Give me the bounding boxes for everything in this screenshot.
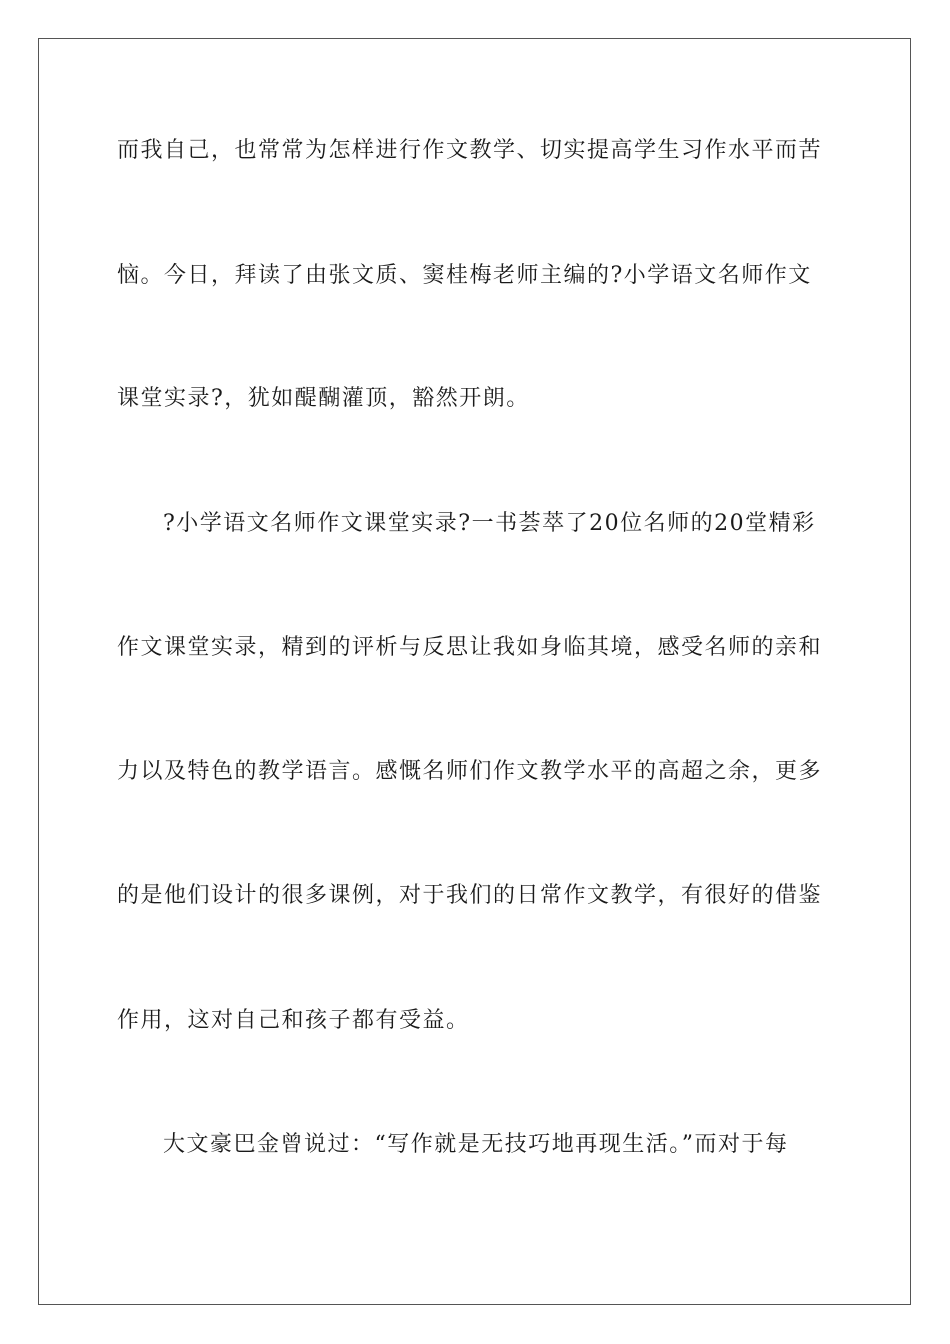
text-line: 恼。今日，拜读了由张文质、窦桂梅老师主编的?小学语文名师作文 (117, 263, 812, 288)
text-line: 作文课堂实录，精到的评析与反思让我如身临其境，感受名师的亲和 (117, 635, 823, 660)
paragraph-first-line: ?小学语文名师作文课堂实录?一书荟萃了20位名师的20堂精彩 (163, 511, 816, 536)
page-border (38, 38, 911, 1305)
text-line: 而我自己，也常常为怎样进行作文教学、切实提高学生习作水平而苦 (117, 138, 823, 163)
text-line: 力以及特色的教学语言。感慨名师们作文教学水平的高超之余，更多 (117, 759, 823, 784)
text-line: 课堂实录?，犹如醍醐灌顶，豁然开朗。 (117, 386, 530, 411)
paragraph-first-line: 大文豪巴金曾说过：“写作就是无技巧地再现生活。”而对于每 (163, 1132, 789, 1157)
text-line: 的是他们设计的很多课例，对于我们的日常作文教学，有很好的借鉴 (117, 883, 823, 908)
text-line: 作用，这对自己和孩子都有受益。 (117, 1008, 470, 1033)
